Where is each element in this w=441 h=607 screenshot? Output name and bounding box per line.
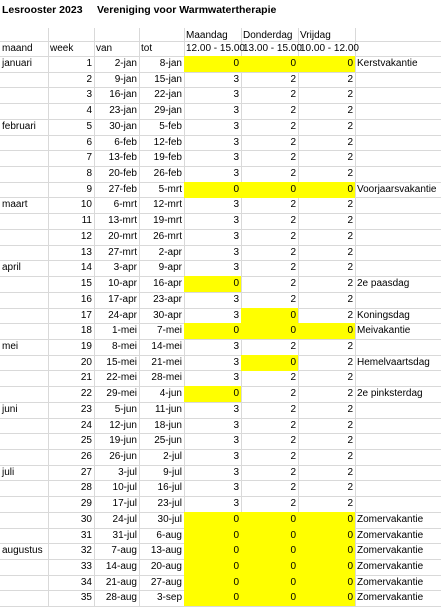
cell-m[interactable]: 3	[233, 309, 239, 321]
cell-d[interactable]: 0	[241, 355, 298, 371]
cell-note[interactable]: 2e paasdag	[357, 278, 410, 290]
cell-v[interactable]: 2	[347, 262, 353, 274]
header-time-vrijdag[interactable]: 10.00 - 12.00	[300, 43, 359, 54]
cell-week[interactable]: 8	[86, 168, 92, 180]
cell-tot[interactable]: 14-mei	[151, 340, 182, 352]
cell-van[interactable]: 1-mei	[111, 325, 137, 337]
cell-v[interactable]: 2	[347, 451, 353, 462]
cell-note[interactable]	[355, 245, 441, 261]
cell-v[interactable]: 2	[347, 372, 353, 384]
cell-v[interactable]: 0	[298, 512, 355, 528]
cell-v[interactable]: 2	[347, 466, 353, 478]
cell-d[interactable]: 2	[290, 435, 296, 447]
cell-d[interactable]: 2	[290, 246, 296, 258]
cell-m[interactable]: 3	[233, 199, 239, 211]
cell-d[interactable]: 0	[241, 543, 298, 559]
cell-tot[interactable]: 11-jun	[154, 403, 182, 415]
cell-tot[interactable]: 5-feb	[159, 120, 182, 132]
cell-van[interactable]: 22-mei	[106, 372, 137, 384]
cell-week[interactable]: 29	[80, 498, 92, 510]
cell-m[interactable]: 0	[184, 56, 241, 72]
cell-note[interactable]	[355, 402, 441, 418]
cell-week[interactable]: 34	[80, 576, 92, 588]
cell-d[interactable]: 0	[241, 575, 298, 591]
cell-v[interactable]: 2	[347, 309, 353, 321]
cell-d[interactable]: 2	[290, 262, 296, 274]
cell-maand[interactable]	[0, 103, 48, 119]
cell-m[interactable]: 0	[184, 543, 241, 559]
cell-v[interactable]: 2	[347, 246, 353, 258]
cell-d[interactable]: 2	[290, 152, 296, 164]
cell-d[interactable]: 2	[290, 372, 296, 384]
header-donderdag[interactable]: Donderdag	[243, 30, 293, 41]
cell-week[interactable]: 32	[80, 545, 92, 557]
header-week[interactable]: week	[50, 43, 74, 54]
cell-maand[interactable]	[0, 166, 48, 182]
cell-tot[interactable]: 12-mrt	[153, 199, 182, 211]
cell-d[interactable]: 0	[241, 512, 298, 528]
cell-maand[interactable]	[0, 323, 48, 339]
cell-tot[interactable]: 23-jul	[157, 498, 182, 510]
cell-v[interactable]: 2	[347, 199, 353, 211]
cell-v[interactable]: 2	[347, 498, 353, 510]
cell-m[interactable]: 3	[233, 372, 239, 384]
cell-v[interactable]: 0	[298, 182, 355, 198]
cell-note[interactable]: Voorjaarsvakantie	[357, 183, 437, 195]
cell-m[interactable]: 3	[233, 340, 239, 352]
cell-d[interactable]: 2	[290, 73, 296, 85]
cell-week[interactable]: 30	[80, 513, 92, 525]
cell-week[interactable]: 7	[86, 152, 92, 164]
cell-v[interactable]: 2	[347, 356, 353, 368]
cell-v[interactable]: 0	[298, 590, 355, 606]
cell-week[interactable]: 35	[80, 592, 92, 604]
cell-tot[interactable]: 21-mei	[151, 356, 182, 368]
cell-m[interactable]: 3	[233, 403, 239, 415]
cell-m[interactable]: 3	[233, 262, 239, 274]
cell-tot[interactable]: 27-aug	[150, 576, 182, 588]
cell-van[interactable]: 13-mrt	[108, 215, 137, 227]
cell-maand[interactable]	[0, 355, 48, 371]
cell-van[interactable]: 10-jul	[112, 482, 137, 494]
cell-week[interactable]: 20	[80, 356, 92, 368]
cell-note[interactable]: Zomervakantie	[357, 545, 424, 557]
cell-d[interactable]: 2	[290, 293, 296, 305]
cell-van[interactable]: 16-jan	[109, 89, 137, 101]
cell-tot[interactable]: 18-jun	[154, 419, 182, 431]
cell-week[interactable]: 3	[86, 89, 92, 101]
cell-tot[interactable]: 2-apr	[158, 246, 182, 258]
cell-v[interactable]: 2	[347, 435, 353, 447]
cell-v[interactable]: 2	[347, 215, 353, 227]
cell-d[interactable]: 2	[290, 215, 296, 227]
cell-week[interactable]: 15	[80, 278, 92, 290]
cell-van[interactable]: 9-jan	[114, 73, 137, 85]
cell-v[interactable]: 0	[298, 528, 355, 544]
cell-d[interactable]: 0	[241, 323, 298, 339]
cell-d[interactable]: 2	[290, 168, 296, 180]
cell-maand[interactable]	[0, 590, 48, 606]
cell-tot[interactable]: 12-feb	[153, 136, 182, 148]
cell-maand[interactable]	[0, 418, 48, 434]
header-time-maandag[interactable]: 12.00 - 15.00	[186, 43, 245, 54]
cell-week[interactable]: 4	[86, 105, 92, 117]
cell-van[interactable]: 27-mrt	[108, 246, 137, 258]
cell-v[interactable]: 2	[347, 152, 353, 164]
cell-d[interactable]: 2	[290, 120, 296, 132]
cell-week[interactable]: 24	[80, 419, 92, 431]
cell-note[interactable]	[355, 213, 441, 229]
cell-week[interactable]: 9	[86, 183, 92, 195]
cell-v[interactable]: 2	[347, 340, 353, 352]
header-maandag[interactable]: Maandag	[186, 30, 228, 41]
cell-tot[interactable]: 23-apr	[153, 293, 182, 305]
cell-m[interactable]: 3	[233, 498, 239, 510]
cell-week[interactable]: 22	[80, 388, 92, 400]
cell-note[interactable]	[355, 339, 441, 355]
cell-maand[interactable]: januari	[2, 58, 33, 69]
cell-v[interactable]: 2	[347, 105, 353, 117]
cell-v[interactable]: 2	[347, 419, 353, 431]
cell-d[interactable]: 2	[290, 230, 296, 242]
cell-tot[interactable]: 19-mrt	[153, 215, 182, 227]
cell-maand[interactable]	[0, 496, 48, 512]
cell-d[interactable]: 0	[241, 559, 298, 575]
cell-note[interactable]	[355, 465, 441, 481]
cell-maand[interactable]	[0, 528, 48, 544]
cell-note[interactable]: Zomervakantie	[357, 513, 424, 525]
cell-m[interactable]: 3	[233, 482, 239, 494]
cell-week[interactable]: 19	[80, 340, 92, 352]
cell-v[interactable]: 2	[347, 388, 353, 400]
cell-v[interactable]: 2	[347, 403, 353, 415]
cell-van[interactable]: 15-mei	[106, 356, 137, 368]
cell-van[interactable]: 26-jun	[109, 451, 137, 462]
header-tot[interactable]: tot	[141, 43, 153, 54]
cell-tot[interactable]: 2-jul	[163, 451, 182, 462]
cell-note[interactable]: Hemelvaartsdag	[357, 356, 430, 368]
cell-note[interactable]	[355, 150, 441, 166]
cell-v[interactable]: 2	[347, 120, 353, 132]
cell-d[interactable]: 2	[290, 388, 296, 400]
cell-m[interactable]: 3	[233, 246, 239, 258]
cell-van[interactable]: 8-mei	[111, 340, 137, 352]
cell-maand[interactable]	[0, 575, 48, 591]
cell-m[interactable]: 3	[233, 152, 239, 164]
cell-maand[interactable]	[0, 229, 48, 245]
cell-maand[interactable]: februari	[2, 120, 36, 132]
cell-tot[interactable]: 16-apr	[153, 278, 182, 290]
cell-note[interactable]	[355, 480, 441, 496]
cell-van[interactable]: 31-jul	[112, 529, 137, 541]
cell-m[interactable]: 3	[233, 120, 239, 132]
cell-d[interactable]: 2	[290, 136, 296, 148]
cell-week[interactable]: 18	[80, 325, 92, 337]
cell-note[interactable]: Zomervakantie	[357, 529, 424, 541]
cell-v[interactable]: 2	[347, 278, 353, 290]
cell-v[interactable]: 0	[298, 56, 355, 72]
cell-maand[interactable]: april	[2, 262, 21, 274]
cell-maand[interactable]	[0, 449, 48, 465]
cell-m[interactable]: 3	[233, 230, 239, 242]
cell-maand[interactable]	[0, 276, 48, 292]
cell-van[interactable]: 20-mrt	[108, 230, 137, 242]
cell-d[interactable]: 2	[290, 105, 296, 117]
cell-maand[interactable]	[0, 512, 48, 528]
cell-m[interactable]: 3	[233, 89, 239, 101]
cell-note[interactable]	[355, 449, 441, 465]
cell-tot[interactable]: 9-jul	[163, 466, 182, 478]
cell-note[interactable]	[355, 87, 441, 103]
cell-van[interactable]: 20-feb	[108, 168, 137, 180]
cell-v[interactable]: 0	[298, 323, 355, 339]
cell-d[interactable]: 2	[290, 403, 296, 415]
cell-m[interactable]: 3	[233, 215, 239, 227]
cell-van[interactable]: 3-apr	[113, 262, 137, 274]
cell-maand[interactable]	[0, 72, 48, 88]
cell-van[interactable]: 17-jul	[112, 498, 137, 510]
cell-van[interactable]: 3-jul	[118, 466, 137, 478]
cell-tot[interactable]: 19-feb	[153, 152, 182, 164]
cell-v[interactable]: 0	[298, 543, 355, 559]
cell-m[interactable]: 3	[233, 356, 239, 368]
cell-week[interactable]: 10	[80, 199, 92, 211]
cell-m[interactable]: 0	[184, 559, 241, 575]
cell-note[interactable]	[355, 433, 441, 449]
cell-week[interactable]: 6	[86, 136, 92, 148]
cell-van[interactable]: 29-mei	[106, 388, 137, 400]
cell-van[interactable]: 24-apr	[108, 309, 137, 321]
cell-tot[interactable]: 5-mrt	[158, 183, 182, 195]
cell-m[interactable]: 0	[184, 590, 241, 606]
cell-note[interactable]	[355, 418, 441, 434]
cell-week[interactable]: 16	[80, 293, 92, 305]
cell-m[interactable]: 3	[233, 451, 239, 462]
cell-maand[interactable]	[0, 559, 48, 575]
cell-m[interactable]: 0	[184, 512, 241, 528]
cell-note[interactable]: Kerstvakantie	[357, 58, 418, 69]
cell-maand[interactable]	[0, 386, 48, 402]
cell-van[interactable]: 19-jun	[109, 435, 137, 447]
cell-tot[interactable]: 28-mei	[151, 372, 182, 384]
cell-van[interactable]: 10-apr	[108, 278, 137, 290]
cell-note[interactable]: 2e pinksterdag	[357, 388, 423, 400]
header-vrijdag[interactable]: Vrijdag	[300, 30, 331, 41]
cell-week[interactable]: 28	[80, 482, 92, 494]
cell-m[interactable]: 3	[233, 466, 239, 478]
cell-tot[interactable]: 26-feb	[153, 168, 182, 180]
cell-tot[interactable]: 25-jun	[154, 435, 182, 447]
cell-v[interactable]: 0	[298, 575, 355, 591]
cell-v[interactable]: 2	[347, 89, 353, 101]
cell-m[interactable]: 0	[184, 182, 241, 198]
cell-m[interactable]: 0	[184, 323, 241, 339]
cell-v[interactable]: 0	[298, 559, 355, 575]
organization-title[interactable]: Vereniging voor Warmwatertherapie	[97, 4, 277, 16]
cell-note[interactable]	[355, 135, 441, 151]
cell-tot[interactable]: 9-apr	[158, 262, 182, 274]
cell-maand[interactable]	[0, 245, 48, 261]
cell-tot[interactable]: 30-jul	[157, 513, 182, 525]
cell-van[interactable]: 6-feb	[114, 136, 137, 148]
cell-week[interactable]: 1	[86, 58, 92, 69]
cell-m[interactable]: 3	[233, 419, 239, 431]
cell-tot[interactable]: 13-aug	[150, 545, 182, 557]
cell-v[interactable]: 2	[347, 293, 353, 305]
cell-note[interactable]	[355, 370, 441, 386]
cell-maand[interactable]	[0, 308, 48, 324]
cell-tot[interactable]: 8-jan	[159, 58, 182, 69]
cell-v[interactable]: 2	[347, 168, 353, 180]
cell-note[interactable]: Meivakantie	[357, 325, 411, 337]
cell-tot[interactable]: 7-mei	[156, 325, 182, 337]
cell-maand[interactable]: augustus	[2, 545, 43, 557]
cell-d[interactable]: 0	[241, 528, 298, 544]
cell-van[interactable]: 21-aug	[105, 576, 137, 588]
cell-m[interactable]: 0	[184, 575, 241, 591]
cell-d[interactable]: 0	[241, 590, 298, 606]
cell-van[interactable]: 6-mrt	[113, 199, 137, 211]
cell-week[interactable]: 2	[86, 73, 92, 85]
header-time-donderdag[interactable]: 13.00 - 15.00	[243, 43, 302, 54]
cell-week[interactable]: 27	[80, 466, 92, 478]
cell-maand[interactable]	[0, 150, 48, 166]
cell-d[interactable]: 2	[290, 482, 296, 494]
cell-tot[interactable]: 15-jan	[154, 73, 182, 85]
cell-maand[interactable]	[0, 182, 48, 198]
cell-tot[interactable]: 29-jan	[154, 105, 182, 117]
cell-d[interactable]: 2	[290, 451, 296, 462]
cell-tot[interactable]: 6-aug	[156, 529, 182, 541]
cell-van[interactable]: 17-apr	[108, 293, 137, 305]
cell-maand[interactable]	[0, 480, 48, 496]
cell-note[interactable]	[355, 229, 441, 245]
cell-v[interactable]: 2	[347, 136, 353, 148]
cell-d[interactable]: 2	[290, 278, 296, 290]
cell-m[interactable]: 3	[233, 73, 239, 85]
cell-week[interactable]: 21	[80, 372, 92, 384]
cell-v[interactable]: 2	[347, 482, 353, 494]
cell-m[interactable]: 3	[233, 105, 239, 117]
cell-week[interactable]: 25	[80, 435, 92, 447]
cell-m[interactable]: 3	[233, 136, 239, 148]
header-maand[interactable]: maand	[2, 43, 33, 54]
cell-d[interactable]: 0	[241, 56, 298, 72]
cell-van[interactable]: 27-feb	[108, 183, 137, 195]
cell-maand[interactable]	[0, 292, 48, 308]
cell-van[interactable]: 24-jul	[112, 513, 137, 525]
cell-note[interactable]: Koningsdag	[357, 309, 410, 321]
cell-m[interactable]: 0	[184, 276, 241, 292]
cell-week[interactable]: 31	[80, 529, 92, 541]
cell-note[interactable]	[355, 292, 441, 308]
cell-v[interactable]: 2	[347, 73, 353, 85]
cell-d[interactable]: 0	[241, 182, 298, 198]
cell-tot[interactable]: 30-apr	[153, 309, 182, 321]
cell-m[interactable]: 3	[233, 293, 239, 305]
cell-d[interactable]: 2	[290, 89, 296, 101]
cell-m[interactable]: 0	[184, 386, 241, 402]
cell-tot[interactable]: 16-jul	[157, 482, 182, 494]
cell-maand[interactable]: maart	[2, 199, 28, 211]
cell-tot[interactable]: 4-jun	[159, 388, 182, 400]
cell-tot[interactable]: 20-aug	[150, 561, 182, 573]
cell-week[interactable]: 13	[80, 246, 92, 258]
cell-van[interactable]: 2-jan	[114, 58, 137, 69]
cell-note[interactable]	[355, 496, 441, 512]
cell-tot[interactable]: 26-mrt	[153, 230, 182, 242]
cell-v[interactable]: 2	[347, 230, 353, 242]
cell-week[interactable]: 12	[80, 230, 92, 242]
cell-van[interactable]: 28-aug	[105, 592, 137, 604]
cell-note[interactable]	[355, 260, 441, 276]
cell-maand[interactable]	[0, 433, 48, 449]
header-van[interactable]: van	[96, 43, 113, 54]
cell-maand[interactable]: mei	[2, 340, 19, 352]
cell-maand[interactable]	[0, 213, 48, 229]
cell-note[interactable]: Zomervakantie	[357, 561, 424, 573]
cell-van[interactable]: 13-feb	[108, 152, 137, 164]
cell-van[interactable]: 7-aug	[111, 545, 137, 557]
cell-m[interactable]: 3	[233, 168, 239, 180]
cell-maand[interactable]: juli	[2, 466, 15, 478]
cell-van[interactable]: 30-jan	[109, 120, 137, 132]
cell-note[interactable]	[355, 197, 441, 213]
cell-maand[interactable]	[0, 135, 48, 151]
cell-week[interactable]: 5	[86, 120, 92, 132]
cell-van[interactable]: 5-jun	[114, 403, 137, 415]
cell-week[interactable]: 23	[80, 403, 92, 415]
cell-week[interactable]: 26	[80, 451, 92, 462]
cell-m[interactable]: 0	[184, 528, 241, 544]
cell-van[interactable]: 12-jun	[109, 419, 137, 431]
cell-d[interactable]: 2	[290, 419, 296, 431]
cell-d[interactable]: 2	[290, 340, 296, 352]
cell-tot[interactable]: 3-sep	[156, 592, 182, 604]
cell-maand[interactable]: juni	[2, 403, 18, 415]
cell-week[interactable]: 33	[80, 561, 92, 573]
cell-d[interactable]: 2	[290, 498, 296, 510]
cell-note[interactable]: Zomervakantie	[357, 592, 424, 604]
cell-note[interactable]	[355, 119, 441, 135]
cell-note[interactable]: Zomervakantie	[357, 576, 424, 588]
cell-week[interactable]: 11	[81, 215, 92, 227]
cell-week[interactable]: 17	[80, 309, 92, 321]
cell-tot[interactable]: 22-jan	[154, 89, 182, 101]
cell-note[interactable]	[355, 72, 441, 88]
cell-van[interactable]: 23-jan	[109, 105, 137, 117]
sheet-title[interactable]: Lesrooster 2023	[2, 4, 83, 16]
cell-d[interactable]: 2	[290, 199, 296, 211]
cell-d[interactable]: 2	[290, 466, 296, 478]
cell-maand[interactable]	[0, 87, 48, 103]
cell-van[interactable]: 14-aug	[105, 561, 137, 573]
cell-maand[interactable]	[0, 370, 48, 386]
cell-m[interactable]: 3	[233, 435, 239, 447]
cell-note[interactable]	[355, 166, 441, 182]
cell-d[interactable]: 0	[241, 308, 298, 324]
cell-week[interactable]: 14	[80, 262, 92, 274]
cell-note[interactable]	[355, 103, 441, 119]
